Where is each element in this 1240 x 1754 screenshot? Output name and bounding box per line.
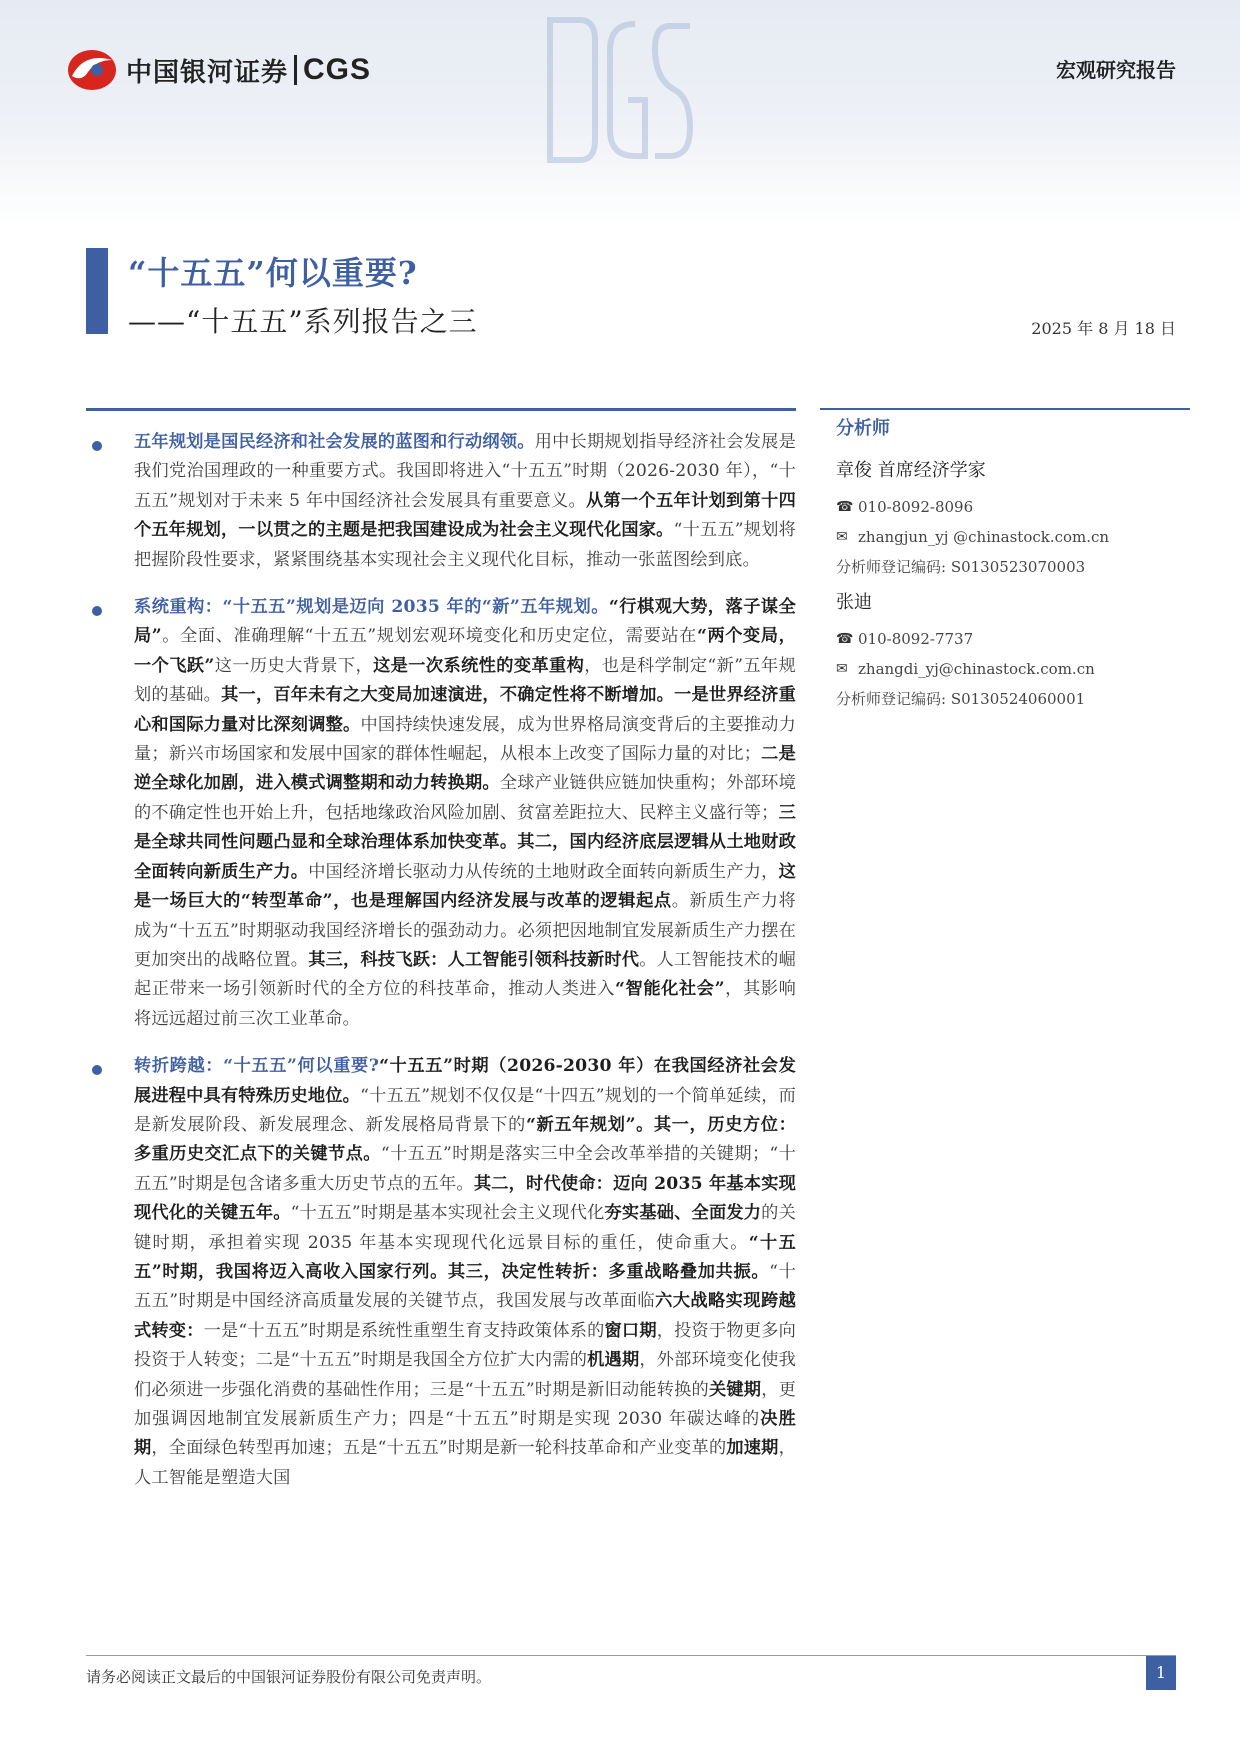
body-text: 一是“十五五”时期是系统性重塑生育支持政策体系的 [203,1320,605,1341]
footer-disclaimer: 请务必阅读正文最后的中国银河证券股份有限公司免责声明。 [86,1668,492,1686]
galaxy-swirl-icon [66,46,118,94]
analyst-registration [836,684,1196,714]
body-text: ，外部环境变化使我们必须进一步强化消费的基础性作用；三是“十五五”时期是新旧动能转换的 [134,1350,796,1400]
bold-text: 其一，百年未有之大变局加速演进，不确定性将不断增加。一是世界经济重心和国际力量对比深刻调整。 [134,685,796,735]
bold-text: 三是全球共同性问题凸显和全球治理体系加快变革。其二，国内经济底层逻辑从土地财政全面转向新质生产力。 [134,802,797,882]
bold-text: “两个变局，一个飞跃” [134,626,797,676]
analyst-phone [836,624,1196,654]
bullet-dot-icon [92,606,102,616]
logo-english-name: CGS [303,53,372,86]
bold-text: 加速期 [726,1438,779,1459]
report-subtitle: ——“十五五”系列报告之三 [128,305,478,338]
bold-text: 其三，科技飞跃：人工智能引领科技新时代 [308,949,640,970]
body-text: “十五五”规划将把握阶段性要求，紧紧围绕基本实现社会主义现代化目标，推动一张蓝图绘到底。 [134,520,797,570]
bullet-lead-text: 五年规划是国民经济和社会发展的蓝图和行动纲领。 [134,432,535,452]
bold-text: 窗口期 [604,1320,657,1341]
body-text: ，全面绿色转型再加速；五是“十五五”时期是新一轮科技革命和产业变革的 [151,1438,727,1459]
analyst-sidebar [836,414,1196,720]
body-text: ，投资于物更多向投资于人转变；二是“十五五”时期是我国全方位扩大内需的 [134,1320,796,1371]
title-accent-bar [86,248,108,334]
body-text: 。人工智能技术的崛起正带来一场引领新时代的全方位的科技革命，推动人类进入 [134,949,796,1000]
bullet-dot-icon [92,1065,102,1075]
logo-divider [294,55,297,85]
body-text: ，更加强调因地制宜发展新质生产力；四是“十五五”时期是实现 2030 年碳达峰的 [134,1379,796,1429]
bold-text: 这是一次系统性的变革重构 [373,655,585,676]
bold-text: “新五年规划”。其一，历史方位：多重历史交汇点下的关键节点。 [134,1114,796,1165]
analyst-email-value[interactable]: zhangjun_yj @chinastock.com.cn [858,528,1110,546]
sidebar-top-rule [820,408,1190,410]
bullet-dot-icon [92,441,102,451]
body-text: 全球产业链供应链加快重构；外部环境的不确定性也开始上升，包括地缘政治风险加剧、贫富差距拉大、民粹主义盛行等； [134,773,796,823]
analyst-phone-value: 010-8092-8096 [858,498,974,516]
phone-icon: ☎ [836,631,854,647]
analyst-name: 章俊 首席经济学家 [836,460,986,481]
body-text: 用中长期规划指导经济社会发展是我们党治国理政的一种重要方式。我国即将进入“十五五”时期（2026-2030 年），“十五五”规划对于未来 5 年中国经济社会发展具有重要意义。 [134,432,796,511]
bold-text: 关键期 [708,1379,762,1400]
bullet-paragraph [134,593,796,1034]
bullet-point [86,1052,796,1493]
bullet-point [86,593,796,1034]
body-text: 的关键时期，承担着实现 2035 年基本实现现代化远景目标的重任，使命重大。 [134,1203,796,1253]
body-text: ，也是科学制定“新”五年规划的基础。 [134,655,796,706]
report-date: 2025 年 8 月 18 日 [1031,319,1176,338]
report-title: “十五五”何以重要? [128,254,418,292]
bold-text: 决胜期 [134,1409,796,1459]
body-text: 这一历史大背景下， [214,655,374,676]
analyst-heading: 分析师 [836,418,890,439]
analyst-name: 张迪 [836,592,872,613]
body-text: “十五五”时期是基本实现社会主义现代化 [290,1203,605,1224]
analyst-phone-value: 010-8092-7737 [858,630,974,648]
body-text: ，其影响将远远超过前三次工业革命。 [134,979,796,1029]
analyst-phone [836,492,1196,522]
analyst-email [836,522,1196,552]
bold-text: 从第一个五年计划到第十四个五年规划，一以贯之的主题是把我国建设成为社会主义现代化国家。 [134,490,796,541]
email-icon: ✉ [836,661,848,677]
email-icon: ✉ [836,529,848,545]
bold-text: 六大战略实现跨越式转变： [134,1291,796,1341]
logo-chinese-name: 中国银河证券 [126,57,289,88]
bold-text: 二是逆全球化加剧，进入模式调整期和动力转换期。 [134,744,796,794]
bold-text: “智能化社会” [615,979,725,1000]
bold-text: 机遇期 [587,1350,640,1371]
body-text: 中国持续快速发展，成为世界格局演变背后的主要推动力量；新兴市场国家和发展中国家的群体性崛起，从根本上改变了国际力量的对比； [134,714,796,765]
page-number: 1 [1146,1656,1176,1690]
company-logo [66,46,371,94]
analyst-list [836,456,1196,714]
body-text: “十五五”时期是落实三中全会改革举措的关键期；“十五五”时期是包含诸多重大历史节点的五年。 [134,1144,796,1194]
bullet-paragraph [134,428,796,575]
phone-icon: ☎ [836,499,854,515]
analyst-registration-value: 分析师登记编码: S0130523070003 [836,558,1086,576]
analyst-card [836,588,1196,714]
bold-text: “十五五”时期（2026-2030 年）在我国经济社会发展进程中具有特殊历史地位。 [134,1056,796,1106]
cgs-watermark-logo [540,10,700,170]
body-top-rule [86,408,796,411]
analyst-registration [836,552,1196,582]
bullet-paragraph [134,1052,796,1493]
body-text: 。新质生产力将成为“十五五”时期驱动我国经济增长的强劲动力。必须把因地制宜发展新质生产力摆在更加突出的战略位置。 [134,891,796,970]
analyst-card [836,456,1196,582]
analyst-email-value[interactable]: zhangdi_yj@chinastock.com.cn [858,660,1095,678]
report-body [86,428,796,1511]
bullet-lead-text: 转折跨越：“十五五”何以重要? [134,1056,380,1077]
report-type: 宏观研究报告 [1056,58,1176,82]
bold-text: 其二，时代使命：迈向 2035 年基本实现现代化的关键五年。 [134,1173,796,1224]
bold-text: “行棋观大势，落子谋全局” [134,597,796,647]
bold-text: 夯实基础、全面发力 [604,1203,762,1224]
analyst-email [836,654,1196,684]
body-text: 。全面、准确理解“十五五”规划宏观环境变化和历史定位，需要站在 [161,626,697,647]
body-text: “十五五”时期是中国经济高质量发展的关键节点，我国发展与改革面临 [134,1261,797,1312]
footer-rule [86,1655,1176,1656]
analyst-registration-value: 分析师登记编码: S0130524060001 [836,690,1086,708]
body-text: “十五五”规划不仅仅是“十四五”规划的一个简单延续，而是新发展阶段、新发展理念、新发展格局背景下的 [134,1085,796,1135]
bold-text: “十五五”时期，我国将迈入高收入国家行列。其三，决定性转折：多重战略叠加共振。 [134,1232,796,1282]
bold-text: 这是一场巨大的“转型革命”，也是理解国内经济发展与改革的逻辑起点 [134,861,796,912]
bullet-lead-text: 系统重构：“十五五”规划是迈向 2035 年的“新”五年规划。 [134,597,609,618]
bullet-point [86,428,796,575]
body-text: 中国经济增长驱动力从传统的土地财政全面转向新质生产力， [308,861,779,882]
body-text: ，人工智能是塑造大国 [134,1438,796,1488]
